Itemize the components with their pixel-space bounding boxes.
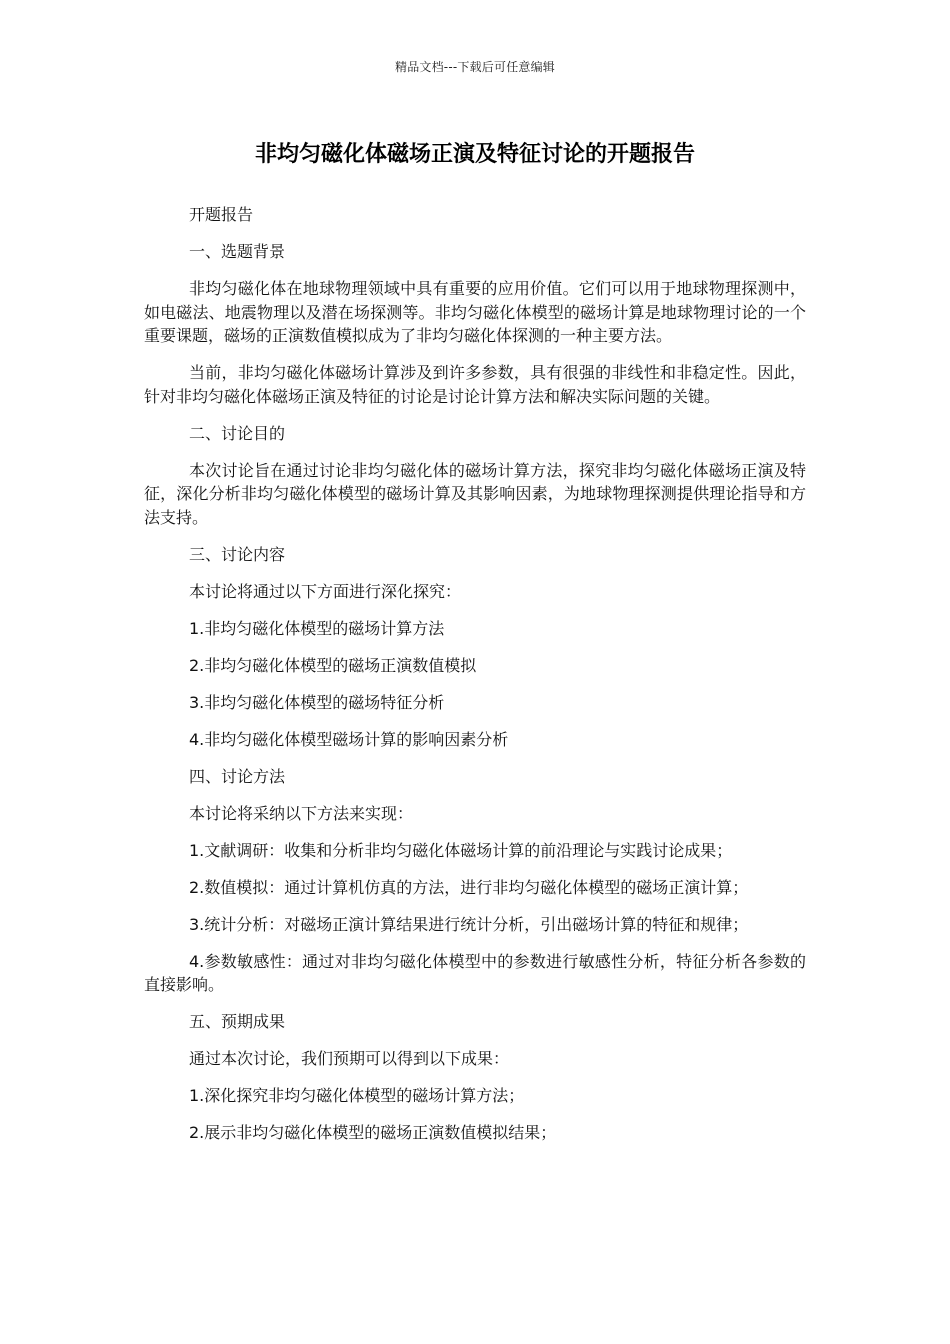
body-paragraph: 本次讨论旨在通过讨论非均匀磁化体的磁场计算方法，探究非均匀磁化体磁场正演及特征，深化分析非均匀磁化体模型的磁场计算及其影响因素，为地球物理探测提供理论指导和方法支持。 <box>144 460 806 527</box>
list-item: 2.非均匀磁化体模型的磁场正演数值模拟 <box>189 655 477 675</box>
page-header: 精品文档---下载后可任意编辑 <box>395 60 555 74</box>
section-heading: 二、讨论目的 <box>189 423 286 443</box>
section-heading: 五、预期成果 <box>189 1012 286 1031</box>
list-item: 4.非均匀磁化体模型磁场计算的影响因素分析 <box>189 729 509 749</box>
list-item: 1.非均匀磁化体模型的磁场计算方法 <box>189 618 445 638</box>
list-item: 3.统计分析：对磁场正演计算结果进行统计分析，引出磁场计算的特征和规律； <box>189 914 749 934</box>
body-paragraph: 通过本次讨论，我们预期可以得到以下成果： <box>189 1049 510 1068</box>
section-heading: 三、讨论内容 <box>189 544 286 564</box>
list-item: 2.展示非均匀磁化体模型的磁场正演数值模拟结果； <box>189 1123 557 1142</box>
section-heading: 四、讨论方法 <box>189 766 286 786</box>
section-label: 开题报告 <box>189 205 254 224</box>
section-heading: 一、选题背景 <box>189 242 286 261</box>
list-item: 2.数值模拟：通过计算机仿真的方法，进行非均匀磁化体模型的磁场正演计算； <box>189 877 749 897</box>
document-body <box>144 203 806 1158</box>
body-paragraph: 非均匀磁化体在地球物理领域中具有重要的应用价值。它们可以用于地球物理探测中，如电磁法、地震物理以及潜在场探测等。非均匀磁化体模型的磁场计算是地球物理讨论的一个重要课题，磁场的正演数值模拟成为了非均匀磁化体探测的一种主要方法。 <box>144 279 806 345</box>
document-title: 非均匀磁化体磁场正演及特征讨论的开题报告 <box>254 142 695 167</box>
body-paragraph: 当前，非均匀磁化体磁场计算涉及到许多参数，具有很强的非线性和非稳定性。因此，针对非均匀磁化体磁场正演及特征的讨论是讨论计算方法和解决实际问题的关键。 <box>144 363 806 406</box>
list-item: 1.深化探究非均匀磁化体模型的磁场计算方法； <box>189 1086 525 1105</box>
list-item: 4.参数敏感性：通过对非均匀磁化体模型中的参数进行敏感性分析，特征分析各参数的直接影响。 <box>144 951 806 994</box>
body-paragraph: 本讨论将通过以下方面进行深化探究： <box>189 581 462 601</box>
list-item: 3.非均匀磁化体模型的磁场特征分析 <box>189 692 445 712</box>
list-item: 1.文献调研：收集和分析非均匀磁化体磁场计算的前沿理论与实践讨论成果； <box>189 840 733 860</box>
body-paragraph: 本讨论将采纳以下方法来实现： <box>189 803 414 823</box>
